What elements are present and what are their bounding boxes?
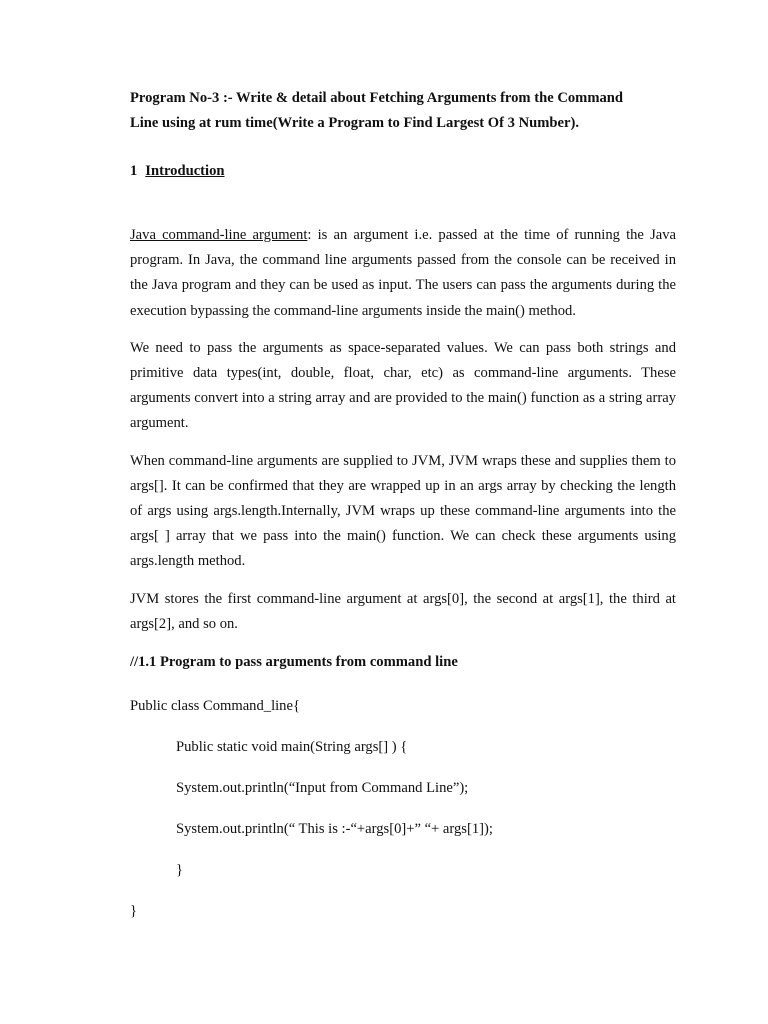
document-content	[130, 86, 676, 921]
code-line-print-input: System.out.println(“Input from Command Line”);	[176, 780, 469, 797]
section-label: Introduction	[145, 163, 225, 179]
program-title	[130, 86, 676, 136]
program-title-line-1: Program No-3 :- Write & detail about Fetching Arguments from the Command	[130, 90, 624, 106]
code-line-main-method: Public static void main(String args[] ) {	[176, 739, 408, 756]
paragraph-intro	[130, 223, 676, 324]
code-line-print-args: System.out.println(“ This is :-“+args[0]+” “+ args[1]);	[176, 821, 493, 838]
paragraph-intro-text: : is an argument i.e. passed at the time of running the Java program. In Java, the command line arguments passed from the console can be received in the Java program and they can be used as input. The users can pass the arguments during the execution bypassing the command-line arguments inside the main() method.	[130, 227, 676, 319]
paragraph-jvm-stores: JVM stores the first command-line argument at args[0], the second at args[1], the third at args[2], and so on.	[130, 590, 676, 632]
program-title-line-2: Line using at rum time(Write a Program to Find Largest Of 3 Number).	[130, 115, 579, 131]
term-command-line-argument: Java command-line argument	[130, 227, 308, 243]
subsection-heading: //1.1 Program to pass arguments from command line	[130, 654, 458, 671]
section-number: 1	[130, 163, 138, 179]
code-line-close-method: }	[176, 862, 184, 879]
code-line-class-declaration: Public class Command_line{	[130, 698, 300, 715]
paragraph-jvm-wraps: When command-line arguments are supplied to JVM, JVM wraps these and supplies them to args[]. It can be confirmed that they are wrapped up in an args array by checking the length of args using args.length.Internally, JVM wraps up these command-line arguments into the args[ ] array that we pass into the main() function. We can check these arguments using args.length method.	[130, 452, 676, 570]
code-line-close-class: }	[130, 903, 138, 920]
paragraph-space-separated: We need to pass the arguments as space-separated values. We can pass both strings and primitive data types(int, double, float, char, etc) as command-line arguments. These arguments convert into a string array and are provided to the main() function as a string array argument.	[130, 339, 676, 432]
section-heading-introduction	[130, 163, 676, 180]
